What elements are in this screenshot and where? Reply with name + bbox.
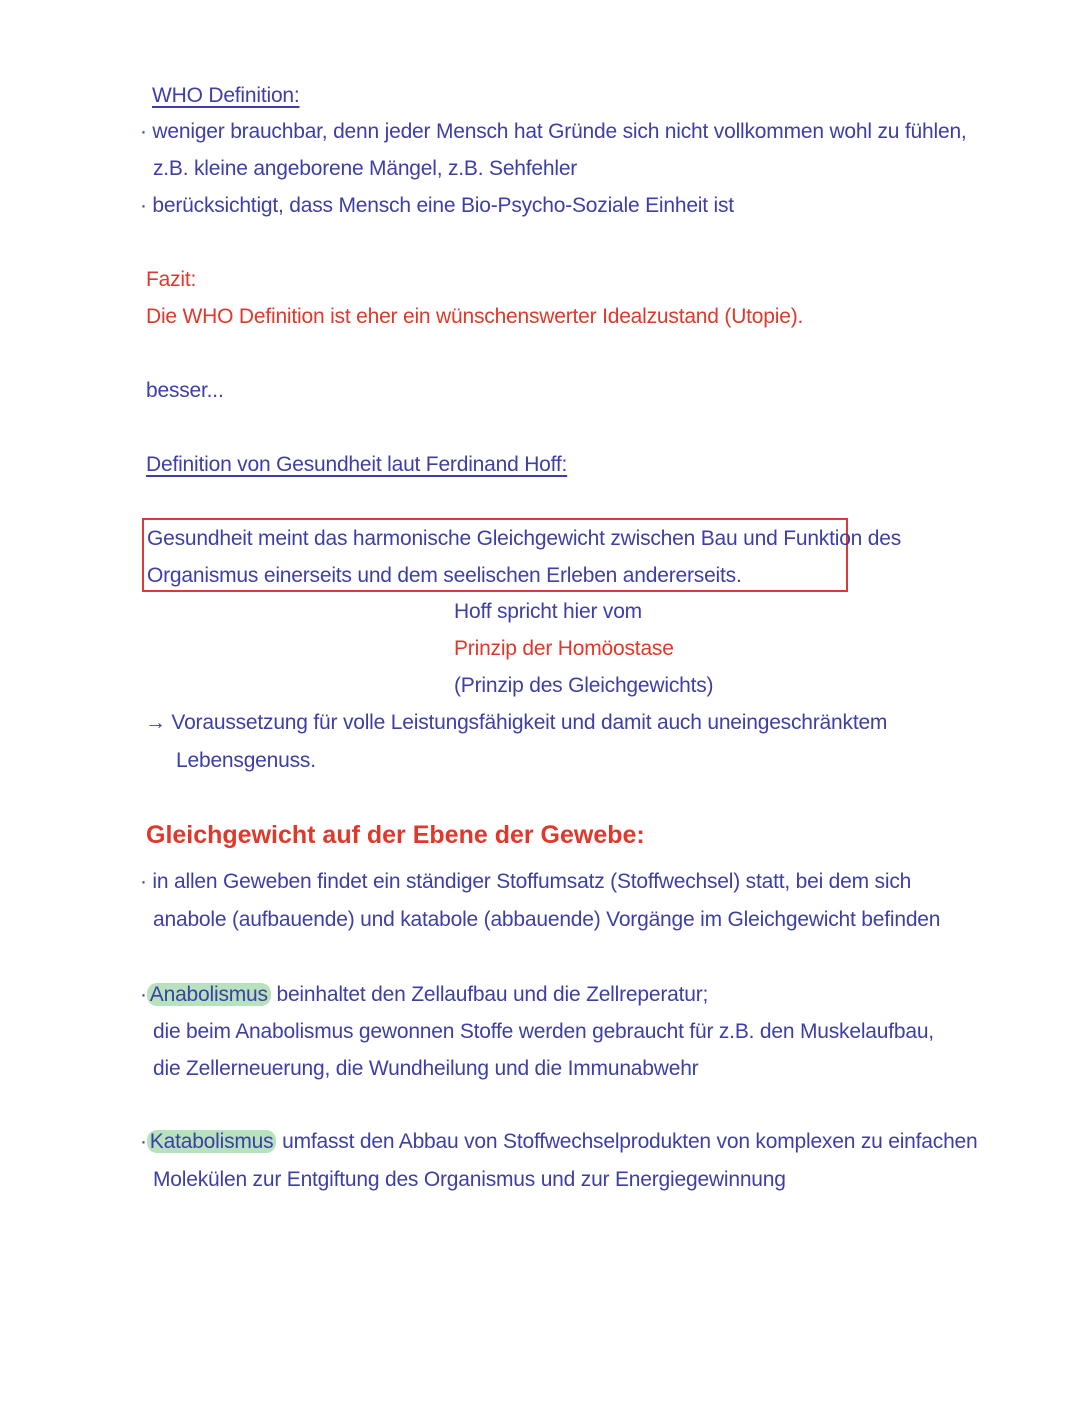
besser-text: besser... [146, 379, 224, 402]
tissue-bullet-1-line-1: · in allen Geweben findet ein ständiger Stoffumsatz (Stoffwechsel) statt, bei dem sich [140, 870, 912, 893]
who-definition-heading: WHO Definition: [152, 84, 300, 107]
catabolism-term-highlight: Katabolismus [147, 1130, 277, 1153]
anabolism-line-2: die beim Anabolismus gewonnen Stoffe werden gebraucht für z.B. den Muskelaufbau, [153, 1020, 934, 1043]
anabolism-line-3: die Zellerneuerung, die Wundheilung und die Immunabwehr [153, 1057, 699, 1080]
hoff-definition-heading: Definition von Gesundheit laut Ferdinand Hoff: [146, 453, 568, 476]
arrow-line-1: → Voraussetzung für volle Leistungsfähigkeit und damit auch uneingeschränktem [145, 711, 888, 734]
fazit-label: Fazit: [146, 268, 197, 291]
who-bullet-1-line-2: z.B. kleine angeborene Mängel, z.B. Sehfehler [153, 157, 578, 180]
anabolism-term-highlight: Anabolismus [147, 983, 271, 1006]
hoff-note-line-1: Hoff spricht hier vom [454, 600, 642, 623]
arrow-line-2: Lebensgenuss. [176, 749, 316, 772]
hoff-note-line-3: (Prinzip des Gleichgewichts) [454, 674, 714, 697]
hoff-note-line-2: Prinzip der Homöostase [454, 637, 674, 660]
catabolism-line-1-rest: umfasst den Abbau von Stoffwechselprodukten von komplexen zu einfachen [276, 1130, 978, 1153]
anabolism-bullet: · [140, 983, 147, 1006]
catabolism-line-2: Molekülen zur Entgiftung des Organismus und zur Energiegewinnung [153, 1168, 786, 1191]
catabolism-line-1 [140, 1128, 978, 1156]
tissue-section-heading: Gleichgewicht auf der Ebene der Gewebe: [146, 821, 645, 849]
fazit-text: Die WHO Definition ist eher ein wünschenswerter Idealzustand (Utopie). [146, 305, 804, 328]
definition-box-line-1: Gesundheit meint das harmonische Gleichgewicht zwischen Bau und Funktion des [147, 527, 902, 550]
catabolism-bullet: · [140, 1130, 147, 1153]
anabolism-line-1-rest: beinhaltet den Zellaufbau und die Zellreperatur; [270, 983, 709, 1006]
who-bullet-2: · berücksichtigt, dass Mensch eine Bio-Psycho-Soziale Einheit ist [140, 194, 734, 217]
definition-box-line-2: Organismus einerseits und dem seelischen Erleben andererseits. [147, 564, 742, 587]
anabolism-line-1 [140, 981, 708, 1009]
tissue-bullet-1-line-2: anabole (aufbauende) und katabole (abbauende) Vorgänge im Gleichgewicht befinden [153, 908, 941, 931]
who-bullet-1-line-1: · weniger brauchbar, denn jeder Mensch hat Gründe sich nicht vollkommen wohl zu fühlen, [140, 120, 967, 143]
